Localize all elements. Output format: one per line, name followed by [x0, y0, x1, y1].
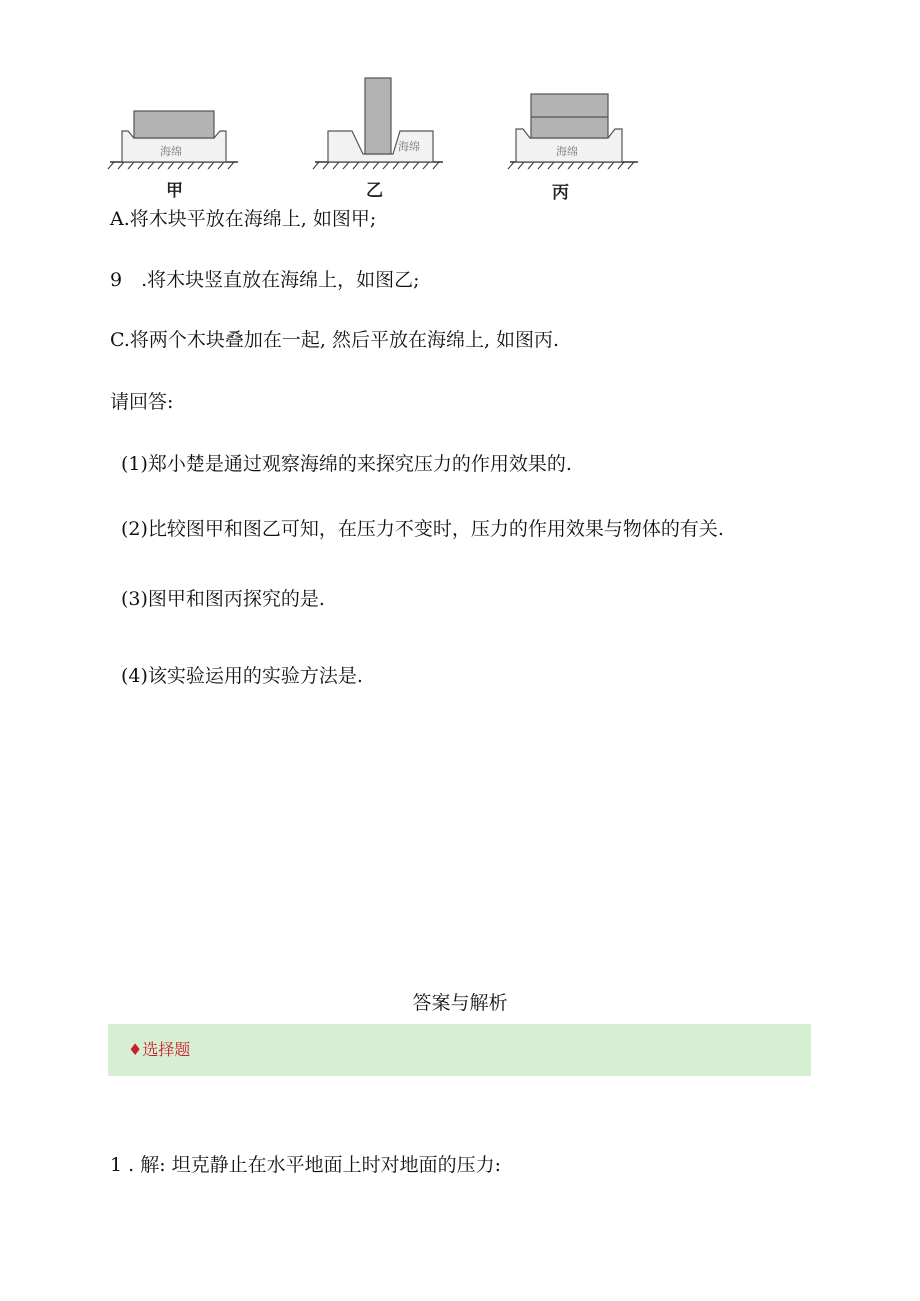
question-2: (2)比较图甲和图乙可知，在压力不变时，压力的作用效果与物体的有关. [121, 518, 724, 540]
sponge-label: 海绵 [556, 145, 578, 158]
answer-prompt: 请回答: [110, 391, 174, 413]
sponge-experiment-diagram [100, 70, 660, 210]
solution-1: 1 . 解: 坦克静止在水平地面上时对地面的压力: [110, 1154, 502, 1176]
figure-label-yi: 乙 [366, 181, 383, 201]
figure-jia [108, 111, 238, 201]
section-header-choice [108, 1024, 811, 1076]
option-a: A.将木块平放在海绵上, 如图甲; [110, 208, 377, 230]
question-3: (3)图甲和图丙探究的是. [121, 588, 325, 610]
option-b: 9 .将木块竖直放在海绵上，如图乙; [110, 269, 420, 291]
experiment-figures [100, 70, 660, 210]
section-label: ♦选择题 [128, 1040, 191, 1059]
answers-title: 答案与解析 [412, 992, 508, 1014]
figure-bing [508, 94, 638, 203]
figure-label-jia: 甲 [166, 181, 183, 201]
option-c: C.将两个木块叠加在一起, 然后平放在海绵上, 如图丙. [110, 329, 560, 351]
question-4: (4)该实验运用的实验方法是. [121, 665, 363, 687]
question-1: (1)郑小楚是通过观察海绵的来探究压力的作用效果的. [121, 453, 572, 475]
sponge-label: 海绵 [160, 145, 182, 158]
figure-yi [313, 78, 443, 201]
figure-label-bing: 丙 [552, 183, 569, 203]
sponge-label: 海绵 [398, 140, 420, 153]
